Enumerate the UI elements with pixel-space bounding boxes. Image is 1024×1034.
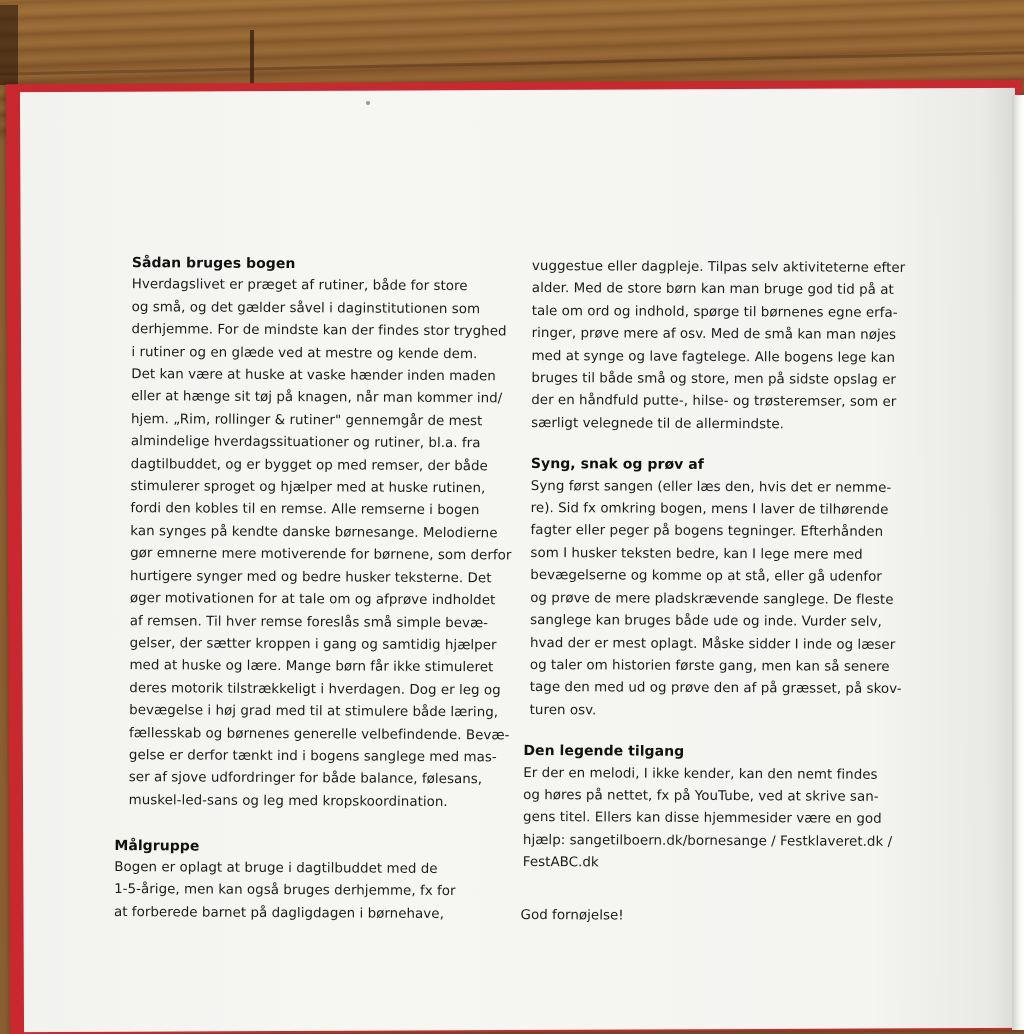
text-line: muskel-led-sans og leg med kropskoordination. xyxy=(128,792,448,810)
text-line: sanglege kan bruges både ude og inde. Vurder selv, xyxy=(530,613,882,630)
text-line: der en håndfuld putte-, hilse- og trøsteremser, som er xyxy=(531,393,897,411)
text-line: Bogen er oplagt at bruge i dagtilbuddet med de xyxy=(114,859,438,877)
section-body-sing-talk-try xyxy=(530,476,931,725)
text-line: gør emnerne mere motiverende for børnene, som derfor xyxy=(130,546,512,564)
section-heading-how-to-use: Sådan bruges bogen xyxy=(131,255,296,273)
text-line: tale om ord og indhold, spørge til børnenes egne erfa- xyxy=(531,303,898,321)
text-line: re). Sid fx omkring bogen, mens I laver de tilhørende xyxy=(530,501,889,518)
text-line: og taler om historien første gang, men kan så senere xyxy=(529,657,890,675)
text-line: bevægelse i høj grad med til at stimulere både læring, xyxy=(129,703,499,721)
text-line: 1-5-årige, men kan også bruges derhjemme, fx for xyxy=(114,882,456,900)
text-line: dagtilbuddet, og er bygget op med remser, der både xyxy=(130,456,488,474)
text-line: ser af sjove udfordringer for både balance, følesans, xyxy=(128,770,483,788)
text-line: Hverdagslivet er præget af rutiner, både for store xyxy=(131,277,468,295)
text-line: og høres på nettet, fx på YouTube, ved at skrive san- xyxy=(523,787,879,805)
text-line: deres motorik tilstrækkeligt i hverdagen. Dog er leg og xyxy=(129,680,501,699)
text-line: med at huske og lære. Mange børn får ikke stimuleret xyxy=(129,658,494,676)
text-line: og prøve de mere pladskrævende sanglege. De fleste xyxy=(530,590,894,608)
text-line: fagter eller peger på bogens tegninger. Efterhånden xyxy=(530,523,884,541)
text-line: gens titel. Ellers kan disse hjemmesider være en god xyxy=(523,810,882,828)
text-line: kan synges på kendte danske børnesange. Melodierne xyxy=(130,523,498,542)
right-text-column xyxy=(520,256,932,929)
text-line: fordi den kobles til en remse. Alle remserne i bogen xyxy=(130,501,480,519)
paper-speck xyxy=(366,101,370,105)
section-body-playful-approach xyxy=(523,762,930,876)
text-line: derhjemme. For de mindste kan der findes stor tryghed xyxy=(131,322,507,340)
text-line: ringer, prøve mere af osv. Med de små kan man nøjes xyxy=(531,326,897,344)
text-line: Syng først sangen (eller læs den, hvis det er nemme- xyxy=(530,478,892,496)
text-line: hjem. „Rim, rollinger & rutiner" gennemgår de mest xyxy=(130,411,483,430)
text-line: bevægelserne og komme op at stå, eller gå udenfor xyxy=(530,568,882,586)
text-line: eller at hænge sit tøj på knagen, når man kommer ind/ xyxy=(131,389,503,407)
text-line: bruges til både små og store, men på sidste opslag er xyxy=(531,371,896,388)
text-line: særligt velegnede til de allermindste. xyxy=(531,415,785,433)
text-line: FestABC.dk xyxy=(522,855,599,871)
section-heading-sing-talk-try: Syng, snak og prøv af xyxy=(530,456,704,474)
section-body-target-group xyxy=(114,857,514,927)
text-line: fællesskab og børnenes generelle velbefindende. Bevæ- xyxy=(129,725,510,743)
section-heading-playful-approach: Den legende tilgang xyxy=(523,743,685,760)
text-line: gelser, der sætter kroppen i gang og samtidig hjælper xyxy=(129,635,497,654)
text-line: i rutiner og en glæde ved at mestre og kende dem. xyxy=(131,344,478,362)
section-body-continuation xyxy=(531,256,932,437)
wood-plank-seam xyxy=(250,30,254,90)
section-body-how-to-use xyxy=(129,274,518,814)
text-line: øger motivationen for at tale om og afprøve indholdet xyxy=(129,591,496,609)
text-line: stimulerer sproget og hjælper med at huske rutinen, xyxy=(130,479,486,497)
text-line: alder. Med de store børn kan man bruge god tid på at xyxy=(531,281,894,299)
text-line: turen osv. xyxy=(529,702,597,719)
text-line: hvad der er mest oplagt. Måske sidder I inde og læser xyxy=(529,635,896,653)
text-line: af remsen. Til hver remse foreslås små simple bevæ- xyxy=(129,613,489,631)
closing-line: God fornøjelse! xyxy=(520,907,624,924)
text-line: og små, og det gælder såvel i daginstitutionen som xyxy=(131,299,481,318)
text-line: tage den med ud og prøve den af på græsset, på skov- xyxy=(529,680,902,698)
text-line: Er der en melodi, I ikke kender, kan den nemt findes xyxy=(523,765,878,783)
text-line: Det kan være at huske at vaske hænder inden maden xyxy=(131,367,496,385)
text-line: at forberede barnet på dagligdagen i børnehave, xyxy=(113,904,444,922)
text-line: almindelige hverdagssituationer og rutiner, bl.a. fra xyxy=(130,434,481,452)
text-line: hurtigere synger med og bedre husker teksterne. Det xyxy=(129,568,492,586)
text-line: gelse er derfor tænkt ind i bogens sanglege med mas- xyxy=(128,748,497,766)
section-heading-target-group: Målgruppe xyxy=(114,837,200,855)
text-line: hjælp: sangetilboern.dk/bornesange / Festklaveret.dk / xyxy=(522,832,893,850)
wood-plank-seam xyxy=(0,5,18,85)
text-line: vuggestue eller dagpleje. Tilpas selv aktiviteterne efter xyxy=(531,258,906,276)
text-line: som I husker teksten bedre, kan I lege mere med xyxy=(530,545,863,563)
facing-page-edge xyxy=(1012,95,1024,1030)
text-line: med at synge og lave fagtelege. Alle bogens lege kan xyxy=(531,348,896,366)
left-text-column xyxy=(114,252,518,927)
